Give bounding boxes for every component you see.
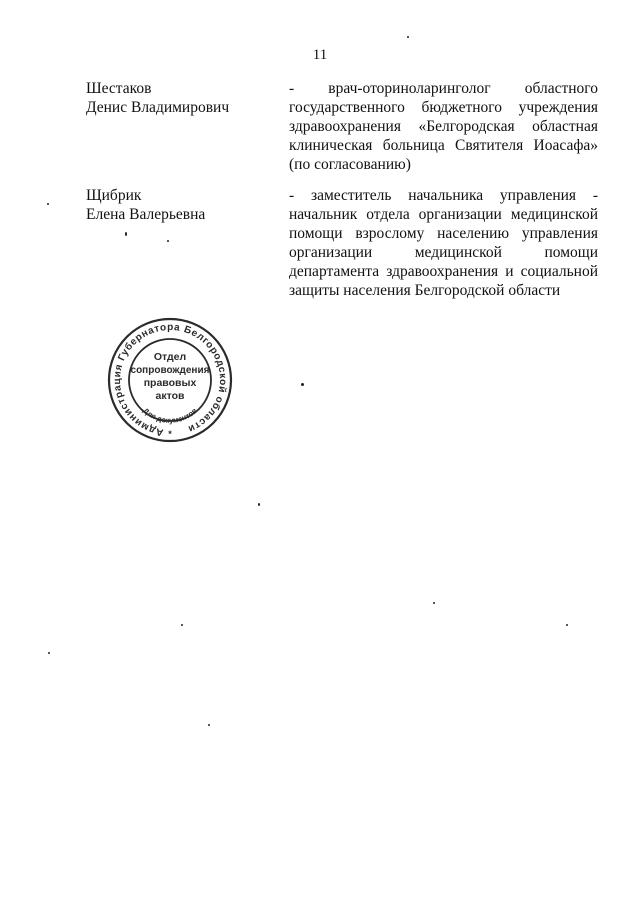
scan-speck bbox=[181, 624, 183, 626]
stamp-center-line: Отдел bbox=[153, 351, 187, 363]
scan-speck bbox=[258, 503, 260, 506]
role-line: начальник отдела организации медицинской bbox=[289, 206, 598, 223]
stamp-center-line: правовых bbox=[143, 377, 197, 389]
role-line: защиты населения Белгородской области bbox=[289, 282, 561, 299]
role-line: здравоохранения «Белгородская областная bbox=[289, 118, 598, 135]
official-stamp bbox=[104, 317, 236, 443]
person-role bbox=[289, 79, 598, 174]
person-given-names: Елена Валерьевна bbox=[86, 206, 206, 223]
role-line: (по согласованию) bbox=[289, 156, 411, 173]
stamp-center-line: сопровождения bbox=[130, 365, 210, 376]
role-line: организации медицинской помощи bbox=[289, 244, 598, 261]
role-line: клиническая больница Святителя Иоасафа» bbox=[289, 137, 598, 154]
person-role bbox=[289, 186, 598, 300]
scan-speck bbox=[433, 602, 435, 604]
scan-speck bbox=[407, 36, 409, 38]
role-line: - врач-оториноларинголог областного bbox=[289, 80, 598, 97]
role-line: департамента здравоохранения и социальной bbox=[289, 263, 598, 280]
stamp-outer-text: Администрация Губернатора Белгородской области bbox=[111, 321, 229, 438]
role-line: помощи взрослому населению управления bbox=[289, 225, 598, 242]
role-line: государственного бюджетного учреждения bbox=[289, 99, 598, 116]
scan-speck bbox=[301, 383, 304, 386]
stamp-center-line: актов bbox=[155, 390, 185, 402]
person-surname: Шестаков bbox=[86, 80, 152, 97]
scan-speck bbox=[48, 652, 50, 654]
page-number: 11 bbox=[312, 47, 328, 63]
person-surname: Щибрик bbox=[86, 187, 142, 204]
scan-speck bbox=[125, 232, 127, 236]
scan-speck bbox=[566, 624, 568, 626]
scan-speck bbox=[47, 203, 49, 205]
stamp-star: * bbox=[168, 429, 172, 439]
svg-text:Для документов bbox=[141, 406, 199, 425]
person-name bbox=[86, 186, 276, 224]
scan-speck bbox=[167, 240, 169, 242]
stamp-inner-text: Для документов bbox=[141, 406, 199, 425]
person-given-names: Денис Владимирович bbox=[86, 99, 230, 116]
role-line: - заместитель начальника управления - bbox=[289, 187, 598, 204]
person-name bbox=[86, 79, 276, 117]
scan-speck bbox=[208, 724, 210, 726]
